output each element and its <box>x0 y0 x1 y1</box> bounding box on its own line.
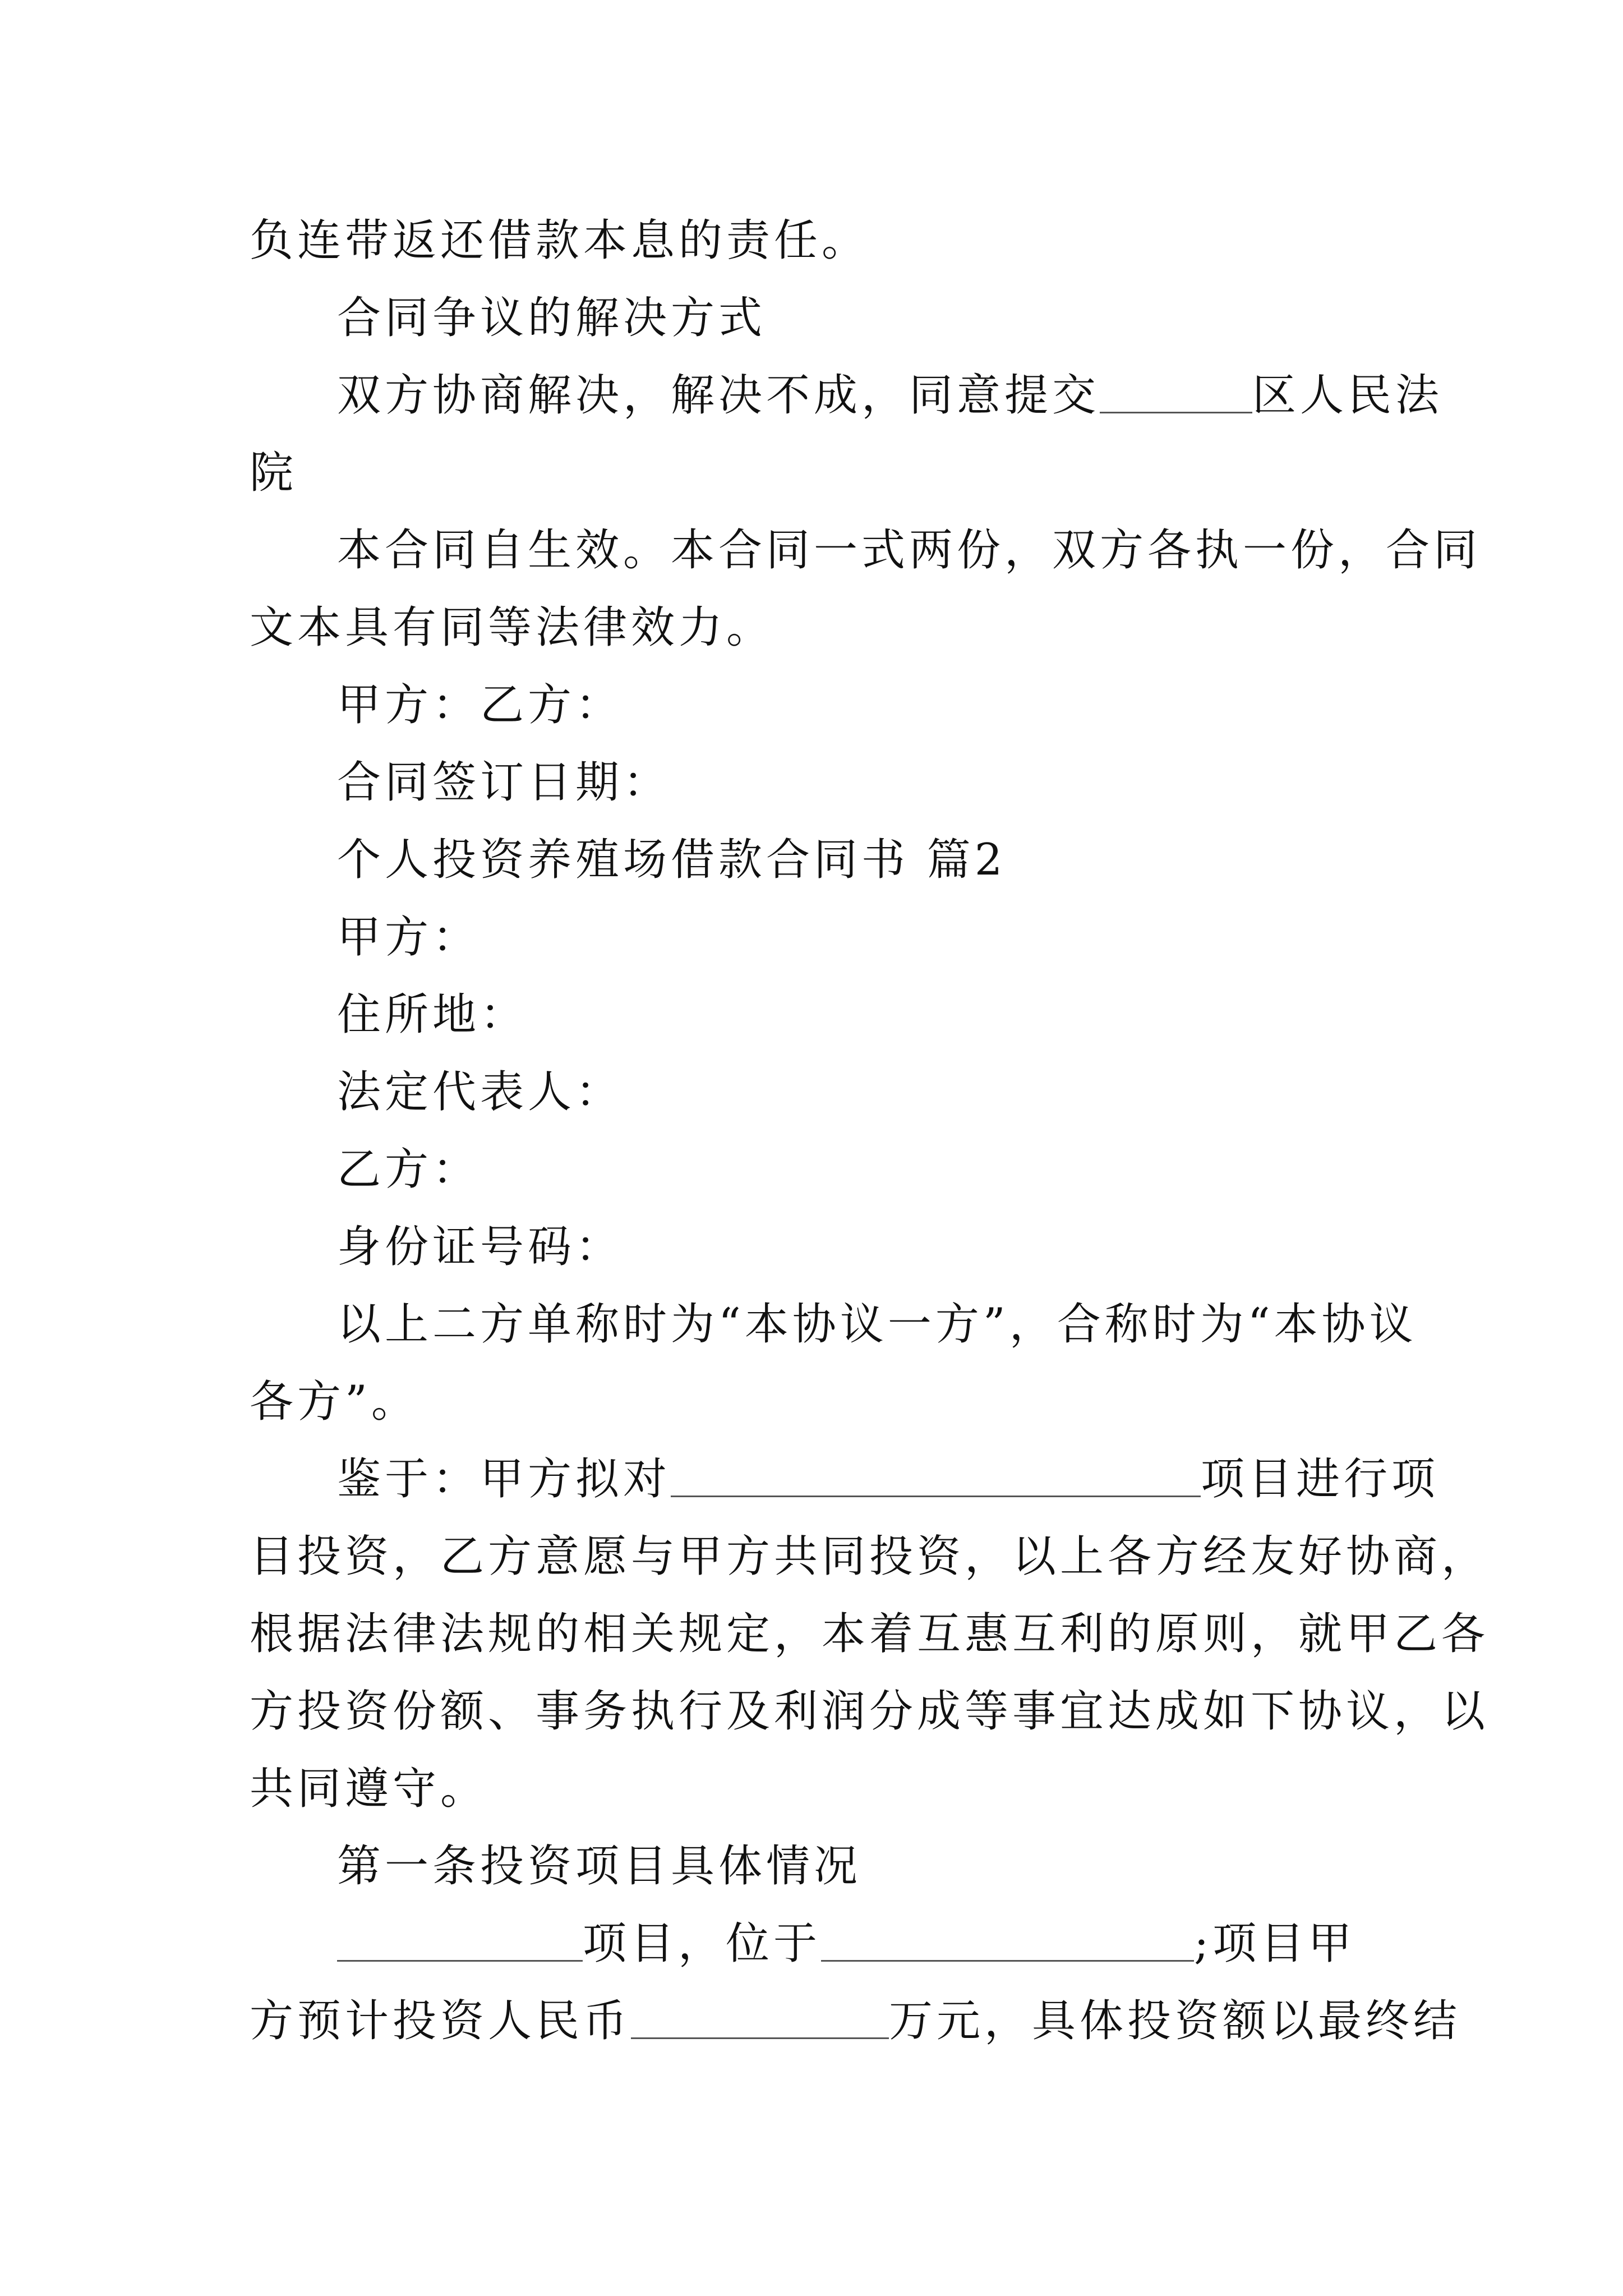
party-b-label <box>250 1131 1382 1208</box>
article-heading <box>250 1828 1382 1905</box>
text-segment: 负连带返还借款本息的责任。 <box>250 215 870 266</box>
text-segment: 以上二方单称时为“本协议一方”，合称时为“本协议 <box>337 1299 1417 1350</box>
text-segment: 本合同自生效。本合同一式两份，双方各执一份，合同 <box>337 525 1482 576</box>
text-segment: 各方”。 <box>250 1377 419 1427</box>
fill-in-blank <box>821 1921 1194 1962</box>
text-segment: 万元，具体投资额以最终结 <box>889 1996 1461 2046</box>
signing-date <box>250 744 1382 821</box>
text-segment: 项目，位于 <box>583 1918 822 1969</box>
document-title <box>250 821 1382 899</box>
fill-in-blank <box>671 1456 1201 1497</box>
text-segment: 个人投资养殖场借款合同书 篇2 <box>337 835 1007 885</box>
text-segment: 方预计投资人民币 <box>250 1996 631 2046</box>
text-segment: 项目进行项 <box>1201 1454 1440 1504</box>
text-segment: 身份证号码： <box>337 1222 624 1272</box>
paragraph-line <box>250 1441 1440 1518</box>
id-number-label <box>250 1208 1382 1286</box>
text-segment: 院 <box>250 448 298 498</box>
text-segment: 根据法律法规的相关规定，本着互惠互利的原则，就甲乙各 <box>250 1609 1490 1659</box>
paragraph-line <box>250 1673 1490 1750</box>
fill-in-blank <box>337 1921 583 1962</box>
paragraph-line <box>250 589 1382 666</box>
party-a-label <box>250 899 1382 976</box>
text-segment: 法定代表人： <box>337 1067 624 1117</box>
paragraph-line <box>250 1750 1382 1828</box>
paragraph-line <box>250 1595 1490 1673</box>
text-segment: 双方协商解决，解决不成，同意提交 <box>337 370 1100 421</box>
paragraph-line <box>250 434 1382 512</box>
paragraph-line <box>250 1982 1461 2060</box>
paragraph-line <box>250 202 1382 279</box>
text-segment: 甲方： <box>337 912 481 963</box>
text-segment: 共同遵守。 <box>250 1764 488 1814</box>
section-heading <box>250 279 1382 357</box>
text-segment: 区人民法 <box>1252 370 1444 421</box>
text-segment: 乙方： <box>337 1144 481 1195</box>
fill-in-blank <box>631 1998 889 2039</box>
fill-in-blank <box>1100 372 1252 413</box>
text-segment: 合同争议的解决方式 <box>337 293 767 343</box>
paragraph-line <box>250 1518 1490 1595</box>
paragraph-line <box>250 1363 1382 1441</box>
text-segment: 合同签订日期： <box>337 757 671 808</box>
text-segment: 文本具有同等法律效力。 <box>250 602 774 653</box>
text-segment: 甲方：乙方： <box>337 680 624 730</box>
text-segment: 目投资，乙方意愿与甲方共同投资，以上各方经友好协商， <box>250 1531 1490 1582</box>
paragraph-line <box>250 512 1482 589</box>
text-segment: ;项目甲 <box>1194 1918 1356 1969</box>
text-segment: 鉴于：甲方拟对 <box>337 1454 671 1504</box>
paragraph-line <box>250 1905 1382 1982</box>
signature-parties <box>250 666 1382 744</box>
address-label <box>250 976 1382 1053</box>
paragraph-line <box>250 1286 1417 1363</box>
text-segment: 方投资份额、事务执行及利润分成等事宜达成如下协议，以 <box>250 1686 1490 1737</box>
legal-representative-label <box>250 1053 1382 1131</box>
document-body <box>250 202 1490 2060</box>
text-segment: 第一条投资项目具体情况 <box>337 1841 862 1892</box>
paragraph-line <box>250 357 1444 434</box>
text-segment: 住所地： <box>337 990 528 1040</box>
